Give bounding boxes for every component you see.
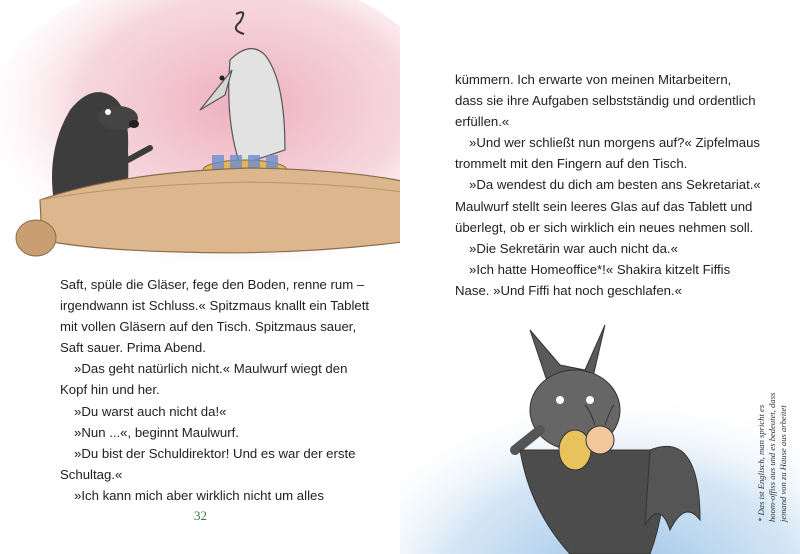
text-line: überlegt, ob er sich wirklich ein neues nehmen soll. (455, 219, 754, 235)
text-line: Saft sauer. Prima Abend. (60, 340, 206, 356)
text-line: Kopf hin und her. (60, 382, 160, 398)
mole-shrew-table-illustration (0, 0, 400, 262)
right-page (400, 0, 800, 554)
text-line: »Nun ...«, beginnt Maulwurf. (74, 424, 239, 440)
right-page-text (455, 69, 761, 301)
text-line: »Das geht natürlich nicht.« Maulwurf wiegt den (74, 361, 348, 377)
text-line: »Die Sekretärin war auch nicht da.« (469, 240, 678, 256)
text-line: »Ich kann mich aber wirklich nicht um alles (74, 487, 324, 503)
text-line: »Da wendest du dich am besten ans Sekretariat.« (469, 177, 761, 193)
text-line: Saft, spüle die Gläser, fege den Boden, renne rum – (60, 277, 365, 292)
left-page-text (60, 274, 369, 506)
footnote-line: * Das ist Englisch, man spricht es (756, 404, 766, 522)
text-line: »Ich hatte Homeoffice*!« Shakira kitzelt Fiffis (469, 261, 731, 277)
text-line: erfüllen.« (455, 114, 510, 130)
text-line: Maulwurf stellt sein leeres Glas auf das Tablett und (455, 198, 753, 214)
bat-with-bee-illustration (400, 300, 800, 554)
text-line: dass sie ihre Aufgaben selbstständig und ordentlich (455, 93, 756, 109)
text-line: »Und wer schließt nun morgens auf?« Zipfelmaus (469, 135, 761, 151)
illustration-art (0, 0, 400, 262)
text-line: »Du bist der Schuldirektor! Und es war der erste (74, 445, 356, 461)
text-line: kümmern. Ich erwarte von meinen Mitarbeitern, (455, 72, 732, 87)
footnote (756, 322, 789, 522)
text-line: irgendwann ist Schluss.« Spitzmaus knallt ein Tablett (60, 298, 370, 314)
footnote-line: hoom-offiss aus und es bedeutet, dass (767, 392, 777, 522)
text-line: mit vollen Gläsern auf den Tisch. Spitzmaus sauer, (60, 319, 357, 335)
illustration-art (400, 300, 800, 554)
text-line: trommelt mit den Fingern auf den Tisch. (455, 156, 688, 172)
page-number: 32 (194, 508, 207, 523)
text-line: »Du warst auch nicht da!« (74, 403, 227, 419)
text-line: Schultag.« (60, 466, 123, 482)
text-line: Nase. »Und Fiffi hat noch geschlafen.« (455, 282, 683, 298)
footnote-line: jemand von zu Hause aus arbeitet (778, 405, 788, 522)
